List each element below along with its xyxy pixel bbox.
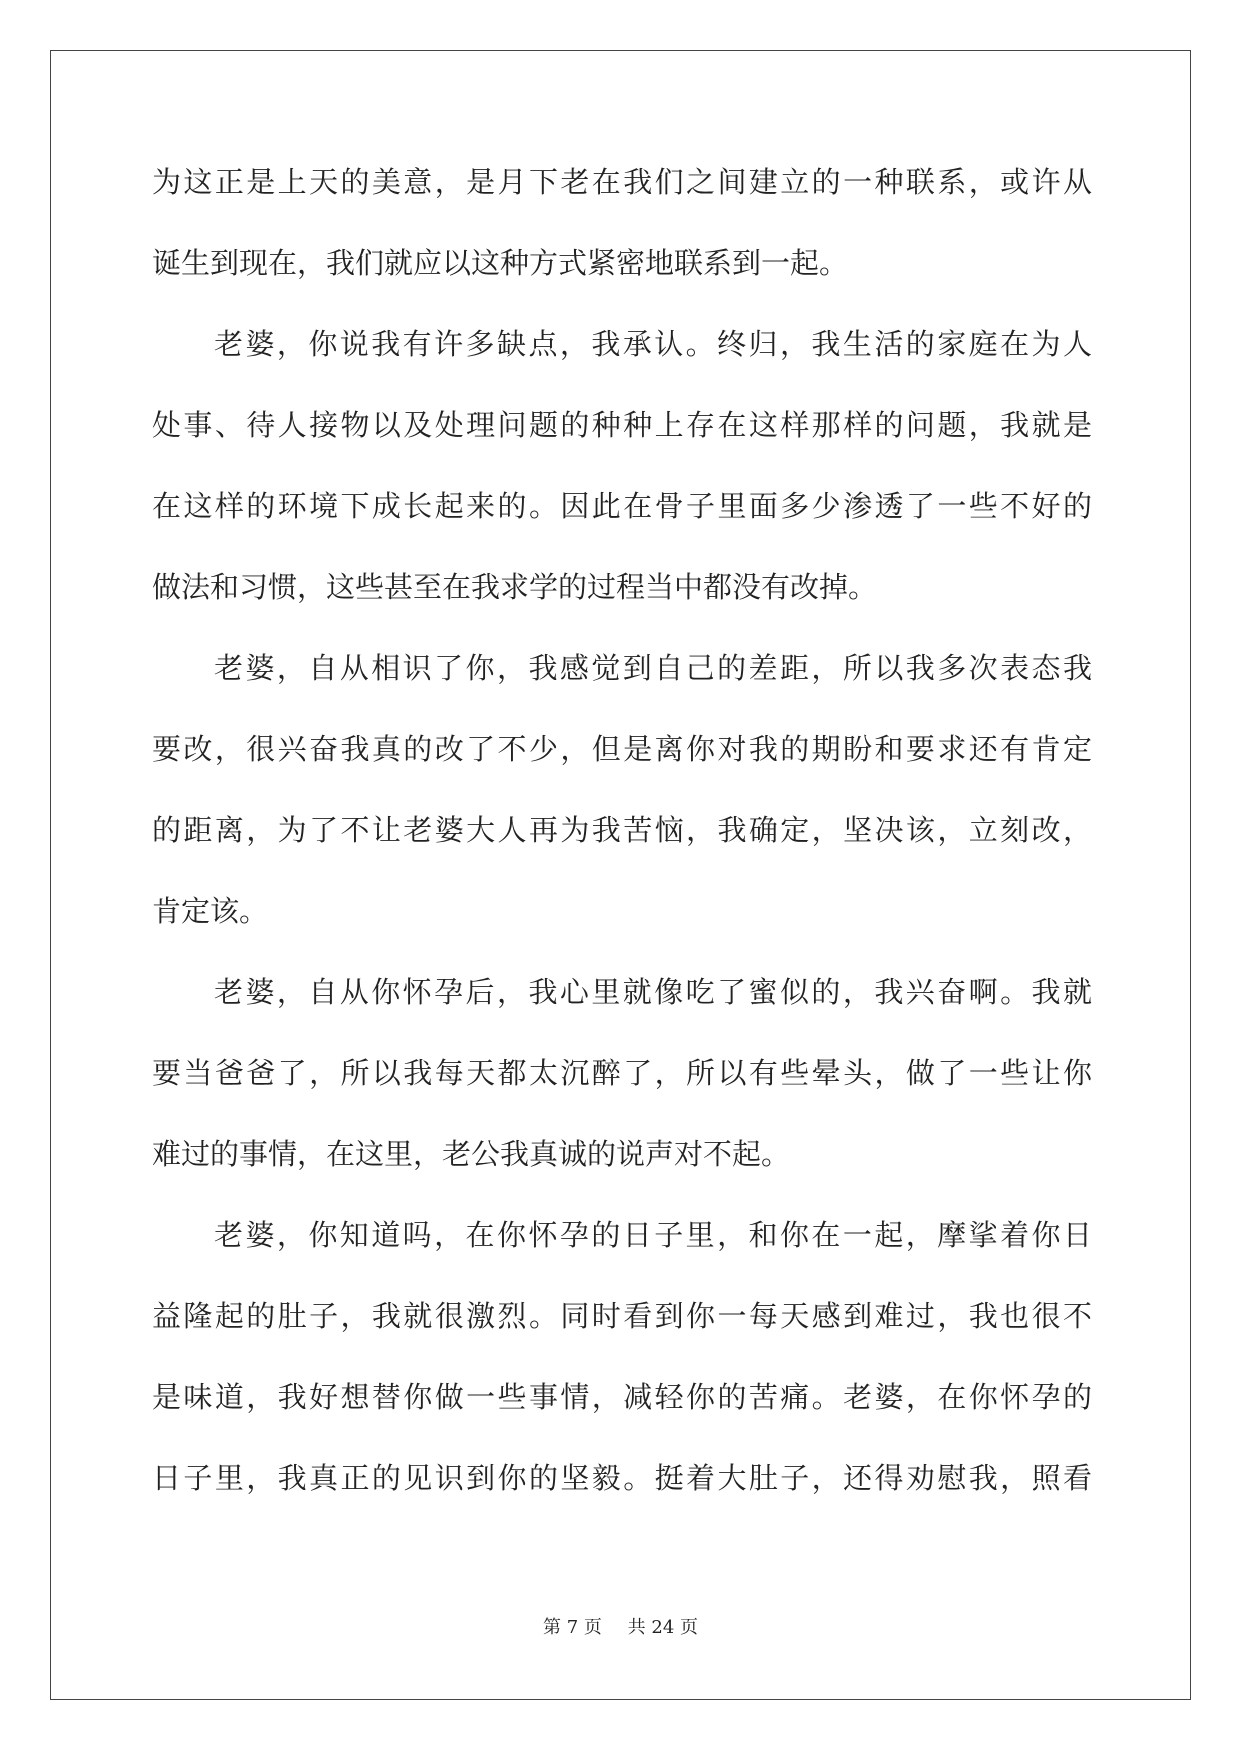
- text-line: 老婆，自从相识了你，我感觉到自己的差距，所以我多次表态我: [214, 651, 1092, 685]
- text-line: 老婆，你说我有许多缺点，我承认。终归，我生活的家庭在为人: [214, 327, 1092, 361]
- text-line: 的距离，为了不让老婆大人再为我苦恼，我确定，坚决该，立刻改，: [152, 813, 1092, 847]
- text-line: 老婆，你知道吗，在你怀孕的日子里，和你在一起，摩挲着你日: [214, 1218, 1092, 1252]
- text-line: 肯定该。: [152, 894, 269, 928]
- text-line: 是味道，我好想替你做一些事情，减轻你的苦痛。老婆，在你怀孕的: [152, 1380, 1092, 1414]
- text-line: 在这样的环境下成长起来的。因此在骨子里面多少渗透了一些不好的: [152, 489, 1092, 523]
- text-line: 老婆，自从你怀孕后，我心里就像吃了蜜似的，我兴奋啊。我就: [214, 975, 1092, 1009]
- page-total: 共 24 页: [627, 1617, 698, 1638]
- page-footer: [0, 1616, 1241, 1640]
- text-line: 为这正是上天的美意，是月下老在我们之间建立的一种联系，或许从: [152, 165, 1092, 199]
- text-line: 处事、待人接物以及处理问题的种种上存在这样那样的问题，我就是: [152, 408, 1092, 442]
- page-number: 第 7 页: [543, 1617, 602, 1638]
- text-line: 要当爸爸了，所以我每天都太沉醉了，所以有些晕头，做了一些让你: [152, 1056, 1092, 1090]
- page-border: [50, 50, 1191, 1700]
- text-line: 难过的事情，在这里，老公我真诚的说声对不起。: [152, 1137, 791, 1171]
- text-line: 要改，很兴奋我真的改了不少，但是离你对我的期盼和要求还有肯定: [152, 732, 1092, 766]
- text-line: 益隆起的肚子，我就很激烈。同时看到你一每天感到难过，我也很不: [152, 1299, 1092, 1333]
- text-line: 诞生到现在，我们就应以这种方式紧密地联系到一起。: [152, 246, 849, 280]
- text-line: 日子里，我真正的见识到你的坚毅。挺着大肚子，还得劝慰我，照看: [152, 1461, 1092, 1495]
- text-line: 做法和习惯，这些甚至在我求学的过程当中都没有改掉。: [152, 570, 878, 604]
